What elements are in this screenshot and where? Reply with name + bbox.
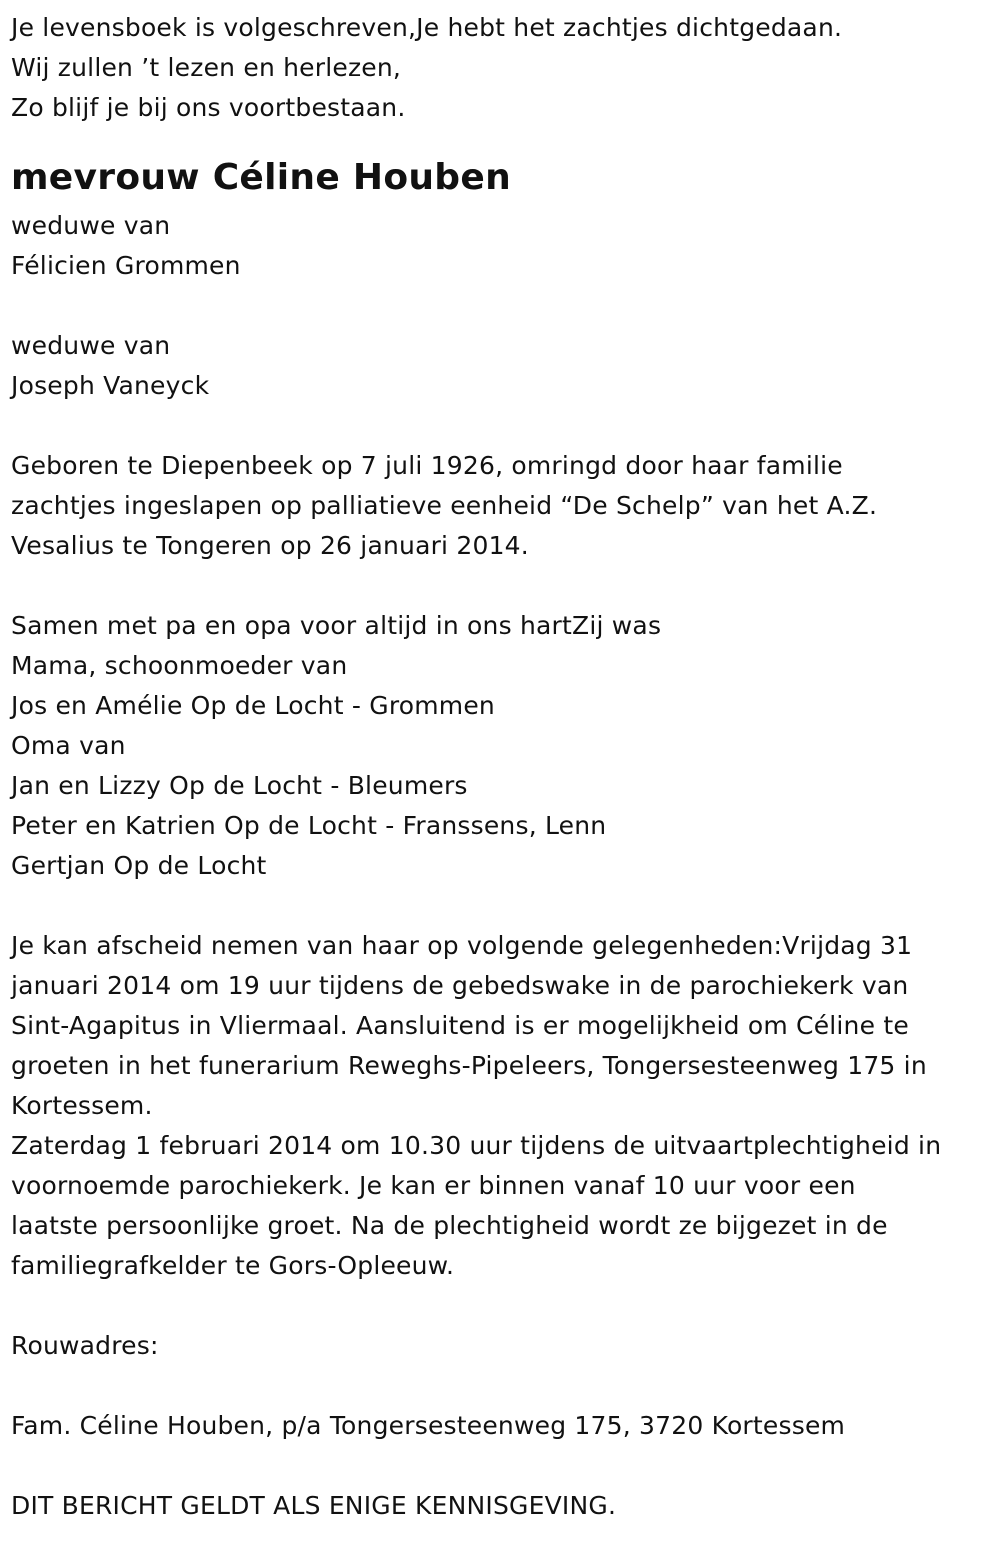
poem: [11, 8, 988, 128]
paragraph-line: Sint-Agapitus in Vliermaal. Aansluitend is er mogelijkheid om Céline te: [11, 1011, 909, 1040]
address-label: Rouwadres:: [11, 1331, 159, 1360]
paragraph-line: Zaterdag 1 februari 2014 om 10.30 uur tijdens de uitvaartplechtigheid in: [11, 1131, 942, 1160]
family-line: Peter en Katrien Op de Locht - Franssens, Lenn: [11, 811, 607, 840]
paragraph-line: familiegrafkelder te Gors-Opleeuw.: [11, 1251, 455, 1280]
spouse-label: weduwe van: [11, 331, 171, 360]
mourning-address: Fam. Céline Houben, p/a Tongersesteenweg 175, 3720 Kortessem: [11, 1411, 846, 1440]
farewell-paragraph: [11, 926, 988, 1286]
paragraph-line: Vesalius te Tongeren op 26 januari 2014.: [11, 531, 529, 560]
family-line: Jos en Amélie Op de Locht - Grommen: [11, 691, 495, 720]
family-line: Jan en Lizzy Op de Locht - Bleumers: [11, 771, 468, 800]
spouse-name: Félicien Grommen: [11, 251, 241, 280]
notice-text: DIT BERICHT GELDT ALS ENIGE KENNISGEVING.: [11, 1491, 617, 1520]
family-line: Mama, schoonmoeder van: [11, 651, 348, 680]
poem-line: Wij zullen ’t lezen en herlezen,: [11, 53, 402, 82]
poem-line: Je levensboek is volgeschreven,Je hebt het zachtjes dichtgedaan.: [11, 13, 843, 42]
paragraph-line: voornoemde parochiekerk. Je kan er binnen vanaf 10 uur voor een: [11, 1171, 856, 1200]
paragraph-line: Geboren te Diepenbeek op 7 juli 1926, omringd door haar familie: [11, 451, 843, 480]
paragraph-line: groeten in het funerarium Reweghs-Pipeleers, Tongersesteenweg 175 in: [11, 1051, 927, 1080]
family-line: Gertjan Op de Locht: [11, 851, 267, 880]
family-line: Samen met pa en opa voor altijd in ons hartZij was: [11, 611, 662, 640]
deceased-name: mevrouw Céline Houben: [11, 157, 511, 198]
family-list: [11, 606, 988, 886]
spouse-section-2: [11, 326, 988, 406]
birth-paragraph: [11, 446, 988, 566]
spouse-name: Joseph Vaneyck: [11, 371, 210, 400]
paragraph-line: Je kan afscheid nemen van haar op volgende gelegenheden:Vrijdag 31: [11, 931, 913, 960]
poem-line: Zo blijf je bij ons voortbestaan.: [11, 93, 406, 122]
paragraph-line: zachtjes ingeslapen op palliatieve eenheid “De Schelp” van het A.Z.: [11, 491, 878, 520]
spouse-section-1: [11, 206, 988, 286]
paragraph-line: laatste persoonlijke groet. Na de plechtigheid wordt ze bijgezet in de: [11, 1211, 888, 1240]
paragraph-line: Kortessem.: [11, 1091, 153, 1120]
spouse-label: weduwe van: [11, 211, 171, 240]
paragraph-line: januari 2014 om 19 uur tijdens de gebedswake in de parochiekerk van: [11, 971, 909, 1000]
family-line: Oma van: [11, 731, 126, 760]
